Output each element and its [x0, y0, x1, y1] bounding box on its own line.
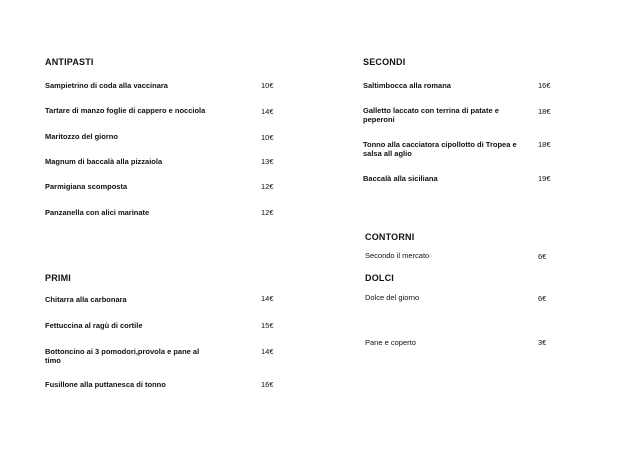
menu-item-name: Fettuccina al ragù di cortile [45, 321, 143, 330]
menu-item-price: 19€ [538, 174, 551, 183]
menu-item-price: 10€ [261, 133, 274, 142]
menu-item-name: Bottoncino ai 3 pomodori,provola e pane al timo [45, 347, 200, 365]
menu-item-name: Magnum di baccalà alla pizzaiola [45, 157, 163, 166]
section-title-dolci: DOLCI [365, 273, 394, 283]
menu-item-price: 3€ [538, 338, 547, 347]
menu-item-name: Panzanella con alici marinate [45, 208, 150, 217]
menu-item-price: 10€ [261, 81, 274, 90]
menu-item-name: Galletto laccato con terrina di patate e peperoni [363, 106, 499, 124]
menu-item-name: Tartare di manzo foglie di cappero e nocciola [45, 106, 206, 115]
menu-item-price: 15€ [261, 321, 274, 330]
menu-item-price: 12€ [261, 208, 274, 217]
menu-item-price: 16€ [538, 81, 551, 90]
menu-item-name: Tonno alla cacciatora cipollotto di Tropea e salsa all aglio [363, 140, 517, 158]
section-title-secondi: SECONDI [363, 57, 406, 67]
section-title-primi: PRIMI [45, 273, 72, 283]
menu-item-price: 14€ [261, 294, 274, 303]
menu-item-name: Saltimbocca alla romana [363, 81, 451, 90]
menu-item-name: Dolce del giorno [365, 293, 420, 302]
menu-item-name: Secondo il mercato [365, 251, 430, 260]
menu-item-price: 14€ [261, 347, 274, 356]
menu-item-price: 18€ [538, 140, 551, 149]
menu-item-price: 16€ [261, 380, 274, 389]
menu-item-name: Chitarra alla carbonara [45, 295, 127, 304]
menu-item-price: 14€ [261, 107, 274, 116]
menu-item-price: 12€ [261, 182, 274, 191]
menu-item-name: Parmigiana scomposta [45, 182, 128, 191]
menu-item-price: 18€ [538, 107, 551, 116]
menu-item-price: 13€ [261, 157, 274, 166]
menu-item-price: 6€ [538, 294, 547, 303]
menu-item-name: Baccalà alla siciliana [363, 174, 438, 183]
menu-item-name: Sampietrino di coda alla vaccinara [45, 81, 168, 90]
menu-item-name: Fusillone alla puttanesca di tonno [45, 380, 166, 389]
menu-item-name: Pane e coperto [365, 338, 416, 347]
menu-item-price: 6€ [538, 252, 547, 261]
section-title-antipasti: ANTIPASTI [45, 57, 94, 67]
section-title-contorni: CONTORNI [365, 232, 415, 242]
menu-item-name: Maritozzo del giorno [45, 132, 118, 141]
